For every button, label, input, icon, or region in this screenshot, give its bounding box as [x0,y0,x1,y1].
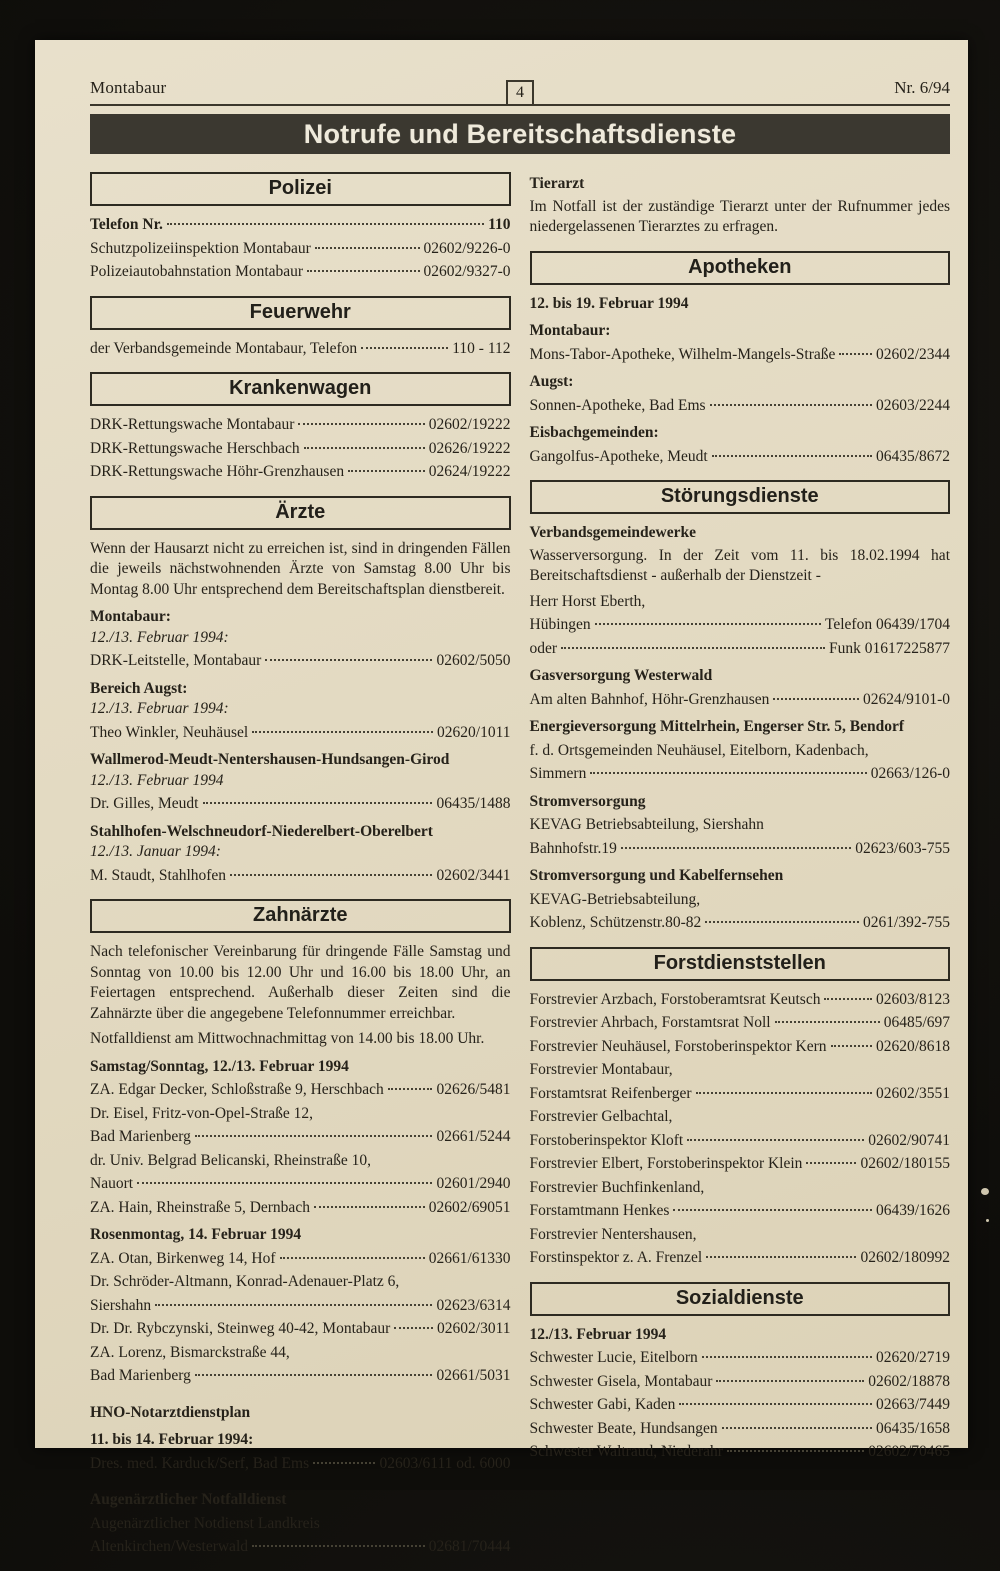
phone-row [90,866,511,887]
dot-leader [705,921,859,923]
dot-leader [388,1088,433,1090]
text-line: ZA. Lorenz, Bismarckstraße 44, [90,1343,290,1361]
text-line: Dr. Eisel, Fritz-von-Opel-Straße 12, [90,1104,313,1122]
phone-number: 02663/7449 [875,1396,950,1413]
phone-number: 02620/1011 [437,723,511,741]
paragraph: Nach telefonischer Vereinbarung für dringende Fälle Samstag und Sonntag von 10.00 bis 12.00 Uhr und 16.00 bis 18.00 Uhr, an Feiertagen entsprechend. Außerhalb dieser Zeiten sind die Zahnärzte über die angegebene Telefonnummer erreichbar. [90,943,511,1022]
phone-row [90,1127,511,1148]
phone-number: 06435/8672 [875,447,950,465]
phone-row [530,1084,951,1105]
entry-label: Mons-Tabor-Apotheke, Wilhelm-Mangels-Straße [529,345,836,363]
dot-leader [595,623,821,625]
entry-heading: Energieversorgung Mittelrhein, Engerser Str. 5, Bendorf [529,718,905,735]
entry-heading: Augst: [529,373,574,390]
entry-heading: Augenärztlicher Notfalldienst [90,1491,287,1508]
phone-number: 02602/180992 [860,1249,950,1266]
main-title-banner: Notrufe und Bereitschaftsdienste [90,114,950,154]
phone-number: 02602/18878 [868,1372,950,1390]
section-polizei [90,172,511,283]
entry-heading: Rosenmontag, 14. Februar 1994 [90,1226,302,1243]
entry-label: Forstoberinspektor Kloft [529,1131,684,1149]
phone-row [90,1080,511,1101]
phone-row [530,1372,951,1393]
phone-row [530,690,951,711]
section-stoerungsdienste [530,480,951,934]
phone-row [90,1249,511,1270]
entry-heading: Tierarzt [529,175,585,192]
phone-row [90,462,511,483]
date-line: 12./13. Februar 1994: [90,628,229,646]
dot-leader [195,1374,433,1376]
dot-leader [203,802,433,804]
phone-number: 02601/2940 [436,1175,511,1192]
left-column [90,167,511,1571]
paragraph: Wenn der Hausarzt nicht zu erreichen ist, sind in dringenden Fällen die jeweils nächstwohnenden Ärzte von Samstag 8.00 Uhr bis Montag 8.00 Uhr entsprechend dem Bereitschaftsplan dienstbereit. [90,539,511,598]
phone-number: 02602/90741 [868,1131,950,1149]
phone-number: 0261/392-755 [863,914,950,931]
phone-row [90,1319,511,1340]
dot-leader [314,1206,425,1208]
phone-number: 02602/69051 [428,1198,511,1216]
entry-heading: 12. bis 19. Februar 1994 [529,294,689,312]
entry-label: Sonnen-Apotheke, Bad Ems [529,396,706,414]
dot-leader [696,1092,872,1094]
dot-leader [687,1139,864,1141]
dot-leader [831,1045,872,1047]
section-feuerwehr [90,296,511,360]
section-header-krankenwagen: Krankenwagen [90,372,511,406]
section-forstdienststellen [530,947,951,1269]
phone-number: 110 - 112 [452,339,511,357]
phone-number: 02681/70444 [428,1538,511,1555]
section-header-forstdienststellen: Forstdienststellen [530,947,951,981]
phone-number: 02602/70465 [868,1443,950,1460]
entry-heading: Eisbachgemeinden: [529,424,659,441]
dot-leader [621,847,851,849]
section-header-zahnaerzte: Zahnärzte [90,899,511,933]
phone-row [90,1296,511,1317]
phone-row [530,764,951,785]
phone-row [90,415,511,436]
scan-speck [986,1219,989,1222]
entry-label: Schwester Gabi, Kaden [529,1396,676,1413]
issue-number: Nr. 6/94 [894,78,950,97]
section-header-polizei: Polizei [90,172,511,206]
entry-label: ZA. Edgar Decker, Schloßstraße 9, Herschbach [90,1081,384,1098]
phone-row [90,215,511,236]
dot-leader [313,1462,375,1464]
date-line: 12./13. Februar 1994: [90,700,229,717]
text-line: Forstrevier Nentershausen, [529,1225,697,1243]
entry-label: Forstrevier Arzbach, Forstoberamtsrat Keutsch [529,990,821,1008]
phone-row [530,639,951,660]
entry-heading: Verbandsgemeindewerke [529,524,696,541]
two-column-layout [90,167,950,1571]
phone-row [90,339,511,360]
phone-row [530,1348,951,1369]
dot-leader [280,1257,425,1259]
entry-label: Dr. Gilles, Meudt [90,795,199,812]
entry-label: Schwester Lucie, Eitelborn [529,1349,698,1366]
phone-number: 02623/6314 [436,1296,511,1314]
phone-row [530,1013,951,1034]
entry-label: Schwester Waltraud, Niederahr [529,1443,723,1460]
text-line: Augenärztlicher Notdienst Landkreis [90,1514,320,1532]
section-apotheken [530,251,951,468]
phone-number: 02602/9226-0 [423,239,511,257]
dot-leader [155,1304,432,1306]
phone-number: 02602/3441 [436,866,511,884]
entry-label: Theo Winkler, Neuhäusel [90,723,249,741]
entry-label: ZA. Hain, Rheinstraße 5, Dernbach [90,1198,310,1216]
running-title: Montabaur [90,78,167,97]
phone-number: 06435/1658 [875,1419,950,1437]
text-line: f. d. Ortsgemeinden Neuhäusel, Eitelborn, Kadenbach, [529,741,869,759]
right-column [530,167,951,1571]
phone-row [530,447,951,468]
dot-leader [394,1327,433,1329]
text-line: Forstrevier Montabaur, [529,1061,673,1078]
dot-leader [561,647,825,649]
entry-heading: Samstag/Sonntag, 12./13. Februar 1994 [90,1057,349,1075]
text-line: Forstrevier Buchfinkenland, [529,1178,705,1196]
phone-row [90,723,511,744]
phone-number: 02602/9327-0 [423,263,511,280]
phone-row [530,913,951,934]
entry-label: Am alten Bahnhof, Höhr-Grenzhausen [529,690,770,708]
phone-number: 02626/19222 [428,439,511,457]
phone-row [530,1201,951,1222]
paragraph: Notfalldienst am Mittwochnachmittag von 14.00 bis 18.00 Uhr. [90,1030,485,1047]
text-line: KEVAG Betriebsabteilung, Siershahn [529,816,764,833]
dot-leader [167,223,484,225]
entry-label: Koblenz, Schützenstr.80-82 [529,914,702,931]
phone-row [530,615,951,636]
document-page [35,40,968,1555]
phone-number: Telefon 06439/1704 [824,616,950,633]
phone-row [530,396,951,417]
spacer [90,1387,511,1396]
entry-label: Forstrevier Ahrbach, Forstamtsrat Noll [529,1014,771,1031]
entry-heading: Stromversorgung [529,792,646,810]
phone-row [530,839,951,860]
dot-leader [252,731,433,733]
entry-heading: Gasversorgung Westerwald [529,667,713,684]
entry-label: Forstamtmann Henkes [529,1202,670,1219]
text-line: dr. Univ. Belgrad Belicanski, Rheinstraße 10, [90,1151,371,1169]
text-line: Forstrevier Gelbachtal, [529,1108,673,1125]
phone-row [90,1454,511,1475]
phone-number: Funk 01617225877 [829,639,950,657]
dot-leader [137,1182,432,1184]
phone-number: 02626/5481 [436,1081,511,1098]
dot-leader [710,404,872,406]
dot-leader [307,270,419,272]
entry-label: Schwester Gisela, Montabaur [529,1372,713,1390]
dot-leader [706,1256,856,1258]
section-krankenwagen [90,372,511,483]
entry-label: M. Staudt, Stahlhofen [90,866,227,884]
text-line: KEVAG-Betriebsabteilung, [529,890,701,908]
entry-label: Forstrevier Neuhäusel, Forstoberinspektor Kern [529,1037,827,1055]
phone-number: 06439/1626 [875,1202,950,1219]
page-header [90,68,950,106]
phone-number: 02661/61330 [428,1249,511,1267]
dot-leader [839,353,872,355]
dot-leader [673,1209,872,1211]
dot-leader [727,1450,864,1452]
dot-leader [773,698,859,700]
entry-label: Bahnhofstr.19 [529,839,617,857]
entry-label: Telefon Nr. [90,216,163,233]
phone-row [90,262,511,283]
phone-row [530,345,951,366]
section-tierarzt [530,174,951,238]
phone-number: 02620/2719 [875,1349,950,1366]
entry-label: Bad Marienberg [90,1128,191,1145]
spacer [90,1474,511,1483]
phone-row [530,1037,951,1058]
section-header-stoerungsdienste: Störungsdienste [530,480,951,514]
phone-row [530,1131,951,1152]
section-aerzte [90,496,511,887]
entry-label: Schutzpolizeiinspektion Montabaur [90,239,311,257]
dot-leader [304,447,425,449]
entry-label: Siershahn [90,1296,152,1314]
entry-label: Polizeiautobahnstation Montabaur [90,263,304,280]
dot-leader [315,247,420,249]
phone-number: 02603/6111 od. 6000 [379,1454,511,1472]
dot-leader [265,659,432,661]
entry-heading: HNO-Notarztdienstplan [90,1403,251,1421]
phone-number: 02603/8123 [875,990,950,1008]
phone-row [90,1366,511,1387]
phone-number: 02602/2344 [875,345,950,363]
entry-label: Hübingen [529,616,591,633]
dot-leader [230,874,432,876]
entry-label: DRK-Rettungswache Herschbach [90,439,300,457]
section-sozialdienste [530,1282,951,1463]
entry-label: ZA. Otan, Birkenweg 14, Hof [90,1249,276,1267]
phone-row [90,1537,511,1558]
entry-heading: 12./13. Februar 1994 [529,1325,667,1343]
scan-speck [981,1188,989,1195]
section-zahnaerzte [90,899,511,1558]
phone-number: 02624/19222 [428,463,511,480]
phone-number: 02624/9101-0 [863,690,950,708]
phone-number: 02602/180155 [860,1155,950,1172]
date-line: 12./13. Februar 1994 [90,771,224,789]
entry-label: Forstamtsrat Reifenberger [529,1084,692,1102]
paragraph: Wasserversorgung. In der Zeit vom 11. bis 18.02.1994 hat Bereitschaftsdienst - außerhalb der Dienstzeit - [529,546,950,584]
phone-number: 02602/3011 [437,1320,511,1337]
entry-label: DRK-Rettungswache Höhr-Grenzhausen [90,463,345,480]
paragraph: Im Notfall ist der zuständige Tierarzt unter der Rufnummer jedes niedergelassenen Tierarztes zu erfragen. [529,197,950,235]
dot-leader [590,772,866,774]
phone-number: 02661/5031 [436,1367,511,1384]
phone-number: 02663/126-0 [870,765,950,782]
phone-number: 02602/5050 [436,652,511,669]
section-header-aerzte: Ärzte [90,496,511,530]
dot-leader [361,347,448,349]
dot-leader [806,1162,856,1164]
phone-row [90,1198,511,1219]
entry-heading: Wallmerod-Meudt-Nentershausen-Hundsangen-Girod [90,751,450,768]
entry-heading: Stahlhofen-Welschneudorf-Niederelbert-Oberelbert [90,822,433,840]
phone-number: 02602/3551 [875,1084,950,1102]
dot-leader [348,470,425,472]
page-number-box: 4 [506,80,534,106]
entry-label: DRK-Leitstelle, Montabaur [90,652,262,669]
dot-leader [716,1380,864,1382]
entry-label: Altenkirchen/Westerwald [90,1538,248,1555]
phone-row [530,1395,951,1416]
entry-heading: Stromversorgung und Kabelfernsehen [529,867,784,884]
phone-number: 02623/603-755 [855,839,950,857]
entry-label: Dres. med. Karduck/Serf, Bad Ems [90,1454,310,1472]
entry-heading: Montabaur: [529,322,611,339]
phone-row [90,794,511,815]
entry-label: Forstrevier Elbert, Forstoberinspektor Klein [529,1155,803,1172]
entry-heading: Bereich Augst: [90,679,188,697]
phone-number: 02602/19222 [428,416,511,433]
dot-leader [722,1427,872,1429]
phone-number: 02620/8618 [875,1037,950,1055]
entry-heading: 11. bis 14. Februar 1994: [90,1431,254,1448]
phone-row [90,1174,511,1195]
phone-number: 06485/697 [883,1014,950,1031]
date-line: 12./13. Januar 1994: [90,843,221,860]
phone-row [530,1154,951,1175]
dot-leader [775,1021,880,1023]
phone-row [530,990,951,1011]
dot-leader [824,998,871,1000]
dot-leader [702,1356,872,1358]
dot-leader [298,423,424,425]
entry-label: Bad Marienberg [90,1367,191,1384]
entry-label: Simmern [529,765,587,782]
entry-label: Forstinspektor z. A. Frenzel [529,1249,703,1266]
dot-leader [712,455,872,457]
entry-label: der Verbandsgemeinde Montabaur, Telefon [90,339,358,357]
section-header-feuerwehr: Feuerwehr [90,296,511,330]
section-header-sozialdienste: Sozialdienste [530,1282,951,1316]
entry-label: oder [529,639,558,657]
section-header-apotheken: Apotheken [530,251,951,285]
phone-number: 02661/5244 [436,1128,511,1145]
entry-label: DRK-Rettungswache Montabaur [90,416,295,433]
entry-label: Dr. Dr. Rybczynski, Steinweg 40-42, Montabaur [90,1320,391,1337]
phone-number: 110 [488,216,511,233]
entry-label: Nauort [90,1175,134,1192]
phone-row [90,651,511,672]
phone-row [530,1419,951,1440]
text-line: Herr Horst Eberth, [529,592,646,610]
entry-heading: Montabaur: [90,608,171,625]
entry-label: Schwester Beate, Hundsangen [529,1419,718,1437]
phone-row [530,1442,951,1463]
dot-leader [195,1135,433,1137]
phone-number: 06435/1488 [436,795,511,812]
dot-leader [252,1545,425,1547]
dot-leader [679,1403,872,1405]
entry-label: Gangolfus-Apotheke, Meudt [529,447,708,465]
phone-row [90,239,511,260]
phone-number: 02603/2244 [875,396,950,414]
phone-row [530,1248,951,1269]
phone-row [90,439,511,460]
text-line: Dr. Schröder-Altmann, Konrad-Adenauer-Platz 6, [90,1273,400,1290]
